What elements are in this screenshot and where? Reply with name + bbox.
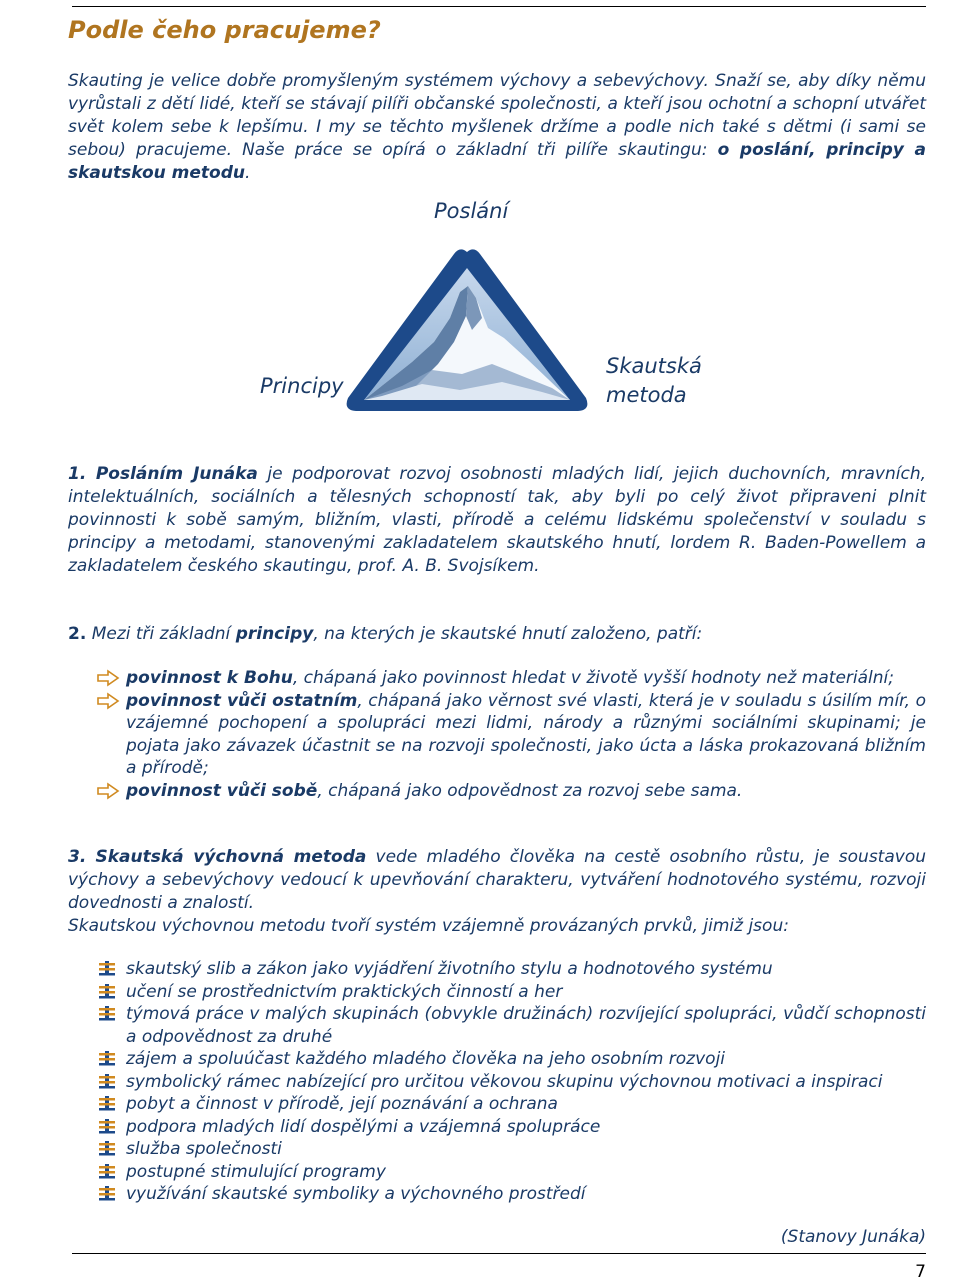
stacked-bar-bullet-icon [96,958,122,980]
arrow-bullet-icon [96,690,122,712]
stacked-bar-bullet-icon [96,1116,122,1138]
intro-bold: o poslání, principy a skautskou metodu [68,140,926,183]
page-number: 7 [915,1262,926,1282]
principle-name: povinnost k Bohu [126,668,293,688]
stacked-bar-bullet-icon [96,981,122,1003]
principle-name: povinnost vůči ostatním [126,690,358,711]
arrow-bullet-icon [96,780,122,802]
list-item [96,1138,926,1161]
stacked-bar-bullet-icon [96,1093,122,1115]
mountain-triangle-icon [342,246,592,416]
section-1-paragraph [68,463,926,578]
section-3-paragraph [68,846,926,915]
method-elements-list [96,958,926,1206]
section-3-number: 3. [68,847,87,867]
section-1-lead: Posláním Junáka [95,464,258,484]
label-poslani: Poslání [434,199,509,223]
bottom-rule [72,1253,926,1254]
list-item [96,958,926,981]
stacked-bar-bullet-icon [96,1048,122,1070]
stacked-bar-bullet-icon [96,1161,122,1183]
label-skautska-metoda-line1: Skautská [606,354,702,378]
list-item [96,1093,926,1116]
list-item [96,1048,926,1071]
method-element: služba společnosti [126,1139,282,1159]
three-pillars-diagram [250,196,730,436]
method-element: týmová práce v malých skupinách (obvykle družinách) rozvíjející spolupráci, vůdčí schopnosti a odpovědnost za druhé [126,1004,926,1047]
section-2-pre: Mezi tři základní [86,624,236,644]
stacked-bar-bullet-icon [96,1183,122,1205]
section-2-post: , na kterých je skautské hnutí založeno, patří: [313,624,703,644]
list-item [96,981,926,1004]
list-item [96,1071,926,1094]
intro-end: . [244,163,251,183]
arrow-bullet-icon [96,667,122,689]
stacked-bar-bullet-icon [96,1138,122,1160]
principles-list [96,667,926,802]
section-1-text: je podporovat rozvoj osobnosti mladých lidí, jejich duchovních, mravních, intelektuálních, sociálních a tělesných schopností tak, aby byli po celý život připraveni plnit povinnosti k sobě samým, bližním, vlasti, přírodě a celému lidskému společenství v souladu s principy a metodami, stanovenými zakladatelem skautského hnutí, lordem R. Baden-Powellem a zakladatelem českého skautingu, prof. A. B. Svojsíkem. [68,464,927,576]
stacked-bar-bullet-icon [96,1003,122,1025]
intro-text: Skauting je velice dobře promyšleným systémem výchovy a sebevýchovy. Snaží se, aby díky němu vyrůstali z dětí lidé, kteří se stávají pilíři občanské společnosti, a kteří jsou ochotní a schopní utvářet svět kolem sebe k lepšímu. I my se těchto myšlenek držíme a podle nich také s dětmi (i sami se sebou) pracujeme. Naše práce se opírá o základní tři pilíře skautingu: [68,71,926,160]
stacked-bar-bullet-icon [96,1071,122,1093]
principle-text: , chápaná jako odpovědnost za rozvoj sebe sama. [317,780,743,801]
principle-text: , chápaná jako věrnost své vlasti, která je v souladu s úsilím mír, o vzájemné pochopení a spolupráci mezi lidmi, národy a různými sociálními skupinami; je pojata jako závazek účastnit se na rozvoji společnosti, jako úcta a láska prokazovaná bližním a přírodě; [126,690,926,778]
label-skautska-metoda-line2: metoda [606,383,687,407]
list-item [96,1116,926,1139]
page-title: Podle čeho pracujeme? [68,16,381,44]
section-2-principy: principy [235,624,314,644]
method-element: učení se prostřednictvím praktických činností a her [126,981,563,1002]
section-3-text: vede mladého člověka na cestě osobního růstu, je soustavou výchovy a sebevýchovy vedoucí k upevňování charakteru, vytváření hodnotového systému, rozvoji dovednosti a znalostí. [68,847,926,913]
method-element: skautský slib a zákon jako vyjádření životního stylu a hodnotového systému [126,959,773,979]
intro-paragraph [68,70,926,185]
section-3-intro-line: Skautskou výchovnou metodu tvoří systém vzájemně provázaných prvků, jimiž jsou: [68,916,789,936]
method-element: postupné stimulující programy [126,1161,386,1182]
source-citation: (Stanovy Junáka) [780,1227,926,1247]
method-element: využívání skautské symboliky a výchovného prostředí [126,1184,586,1204]
list-item [96,1003,926,1048]
method-element: symbolický rámec nabízející pro určitou věkovou skupinu výchovnou motivaci a inspiraci [126,1071,883,1092]
list-item [96,1183,926,1206]
list-item [96,690,926,780]
principle-name: povinnost vůči sobě [126,780,318,801]
section-3-lead: Skautská výchovná metoda [95,847,367,867]
method-element: zájem a spoluúčast každého mladého člověka na jeho osobním rozvoji [126,1049,726,1069]
principle-text: , chápaná jako povinnost hledat v životě vyšší hodnoty než materiální; [292,668,894,688]
top-rule [72,6,926,7]
list-item [96,780,926,803]
list-item [96,667,926,690]
method-element: pobyt a činnost v přírodě, její poznávání a ochrana [126,1094,558,1114]
section-2-heading [68,623,926,646]
section-2-number: 2. [68,624,87,644]
label-principy: Principy [260,374,344,398]
method-element: podpora mladých lidí dospělými a vzájemná spolupráce [126,1116,601,1137]
list-item [96,1161,926,1184]
section-1-number: 1. [68,464,87,484]
